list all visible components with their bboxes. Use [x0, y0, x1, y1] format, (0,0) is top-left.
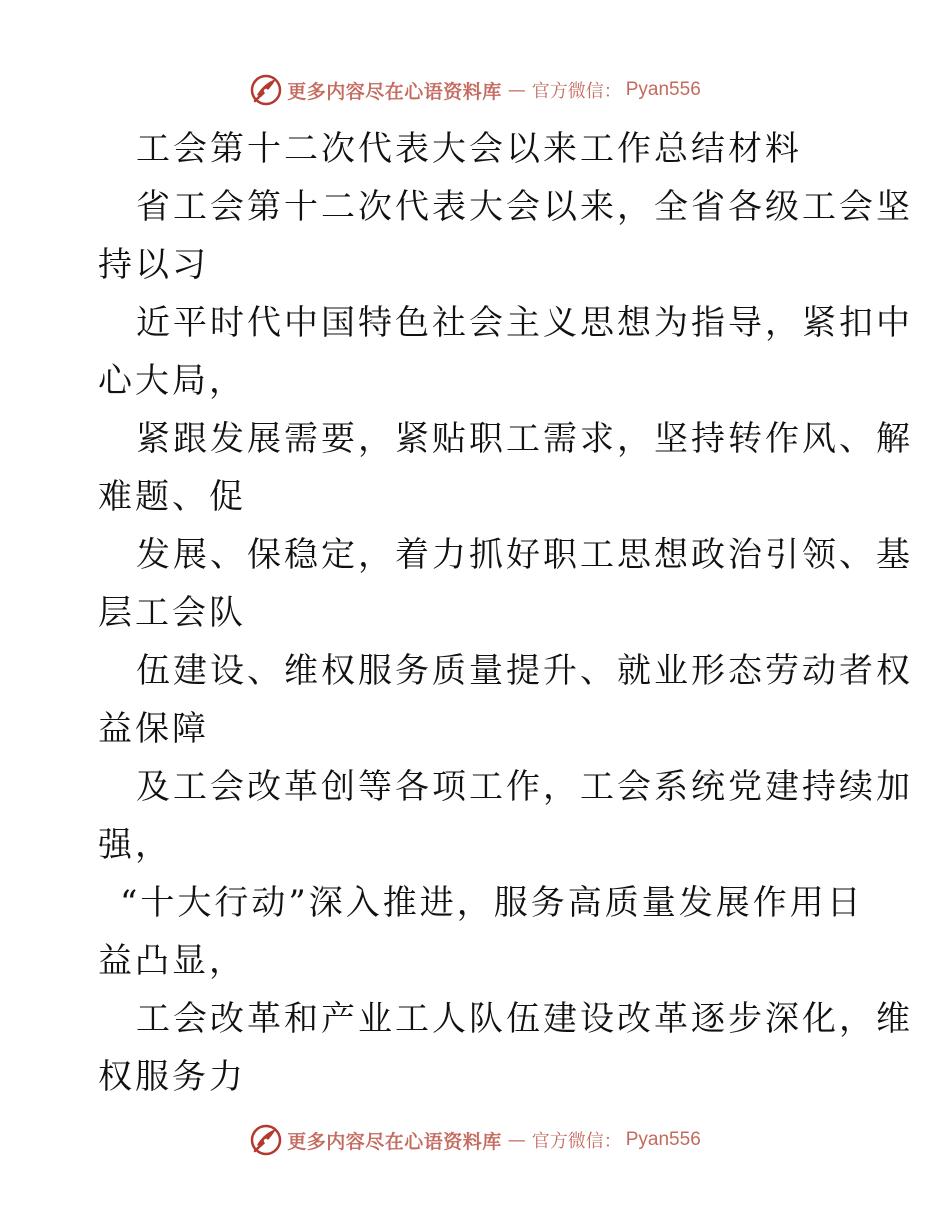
header-banner-content [249, 73, 701, 107]
header-banner [0, 70, 950, 110]
text-line: 益保障 [98, 709, 209, 749]
document-body [98, 120, 913, 1106]
text-line: 紧跟发展需要，紧贴职工需求，坚持转作风、解 [136, 419, 913, 459]
text-line: 益凸显， [98, 941, 246, 981]
text-line: 持以习 [98, 245, 209, 285]
banner-main-text: 更多内容尽在心语资料库 [287, 1130, 502, 1153]
document-title: 工会第十二次代表大会以来工作总结材料 [136, 129, 802, 169]
quill-logo-icon [249, 73, 283, 107]
text-line: 难题、促 [98, 477, 246, 517]
banner-separator: — [507, 79, 526, 101]
text-line: 工会改革和产业工人队伍建设改革逐步深化，维 [136, 999, 913, 1039]
text-line: 近平时代中国特色社会主义思想为指导，紧扣中 [136, 303, 913, 343]
text-line: 心大局， [98, 361, 246, 401]
banner-wechat-id: Pyan556 [625, 1129, 701, 1150]
text-line: 发展、保稳定，着力抓好职工思想政治引领、基 [136, 535, 913, 575]
footer-banner-content [249, 1123, 701, 1157]
text-line: 强， [98, 825, 172, 865]
text-line: 层工会队 [98, 593, 246, 633]
banner-main-text: 更多内容尽在心语资料库 [287, 80, 502, 103]
text-line: 伍建设、维权服务质量提升、就业形态劳动者权 [136, 651, 913, 691]
text-line: 权服务力 [98, 1057, 246, 1097]
text-line: “十大行动”深入推进，服务高质量发展作用日 [120, 883, 864, 923]
banner-wechat-label: 官方微信： [531, 81, 622, 102]
footer-banner [0, 1120, 950, 1160]
banner-wechat-label: 官方微信： [531, 1131, 622, 1152]
banner-separator: — [507, 1129, 526, 1151]
banner-wechat-id: Pyan556 [625, 79, 701, 100]
text-line: 及工会改革创等各项工作，工会系统党建持续加 [136, 767, 913, 807]
text-line: 省工会第十二次代表大会以来，全省各级工会坚 [136, 187, 913, 227]
quill-logo-icon [249, 1123, 283, 1157]
